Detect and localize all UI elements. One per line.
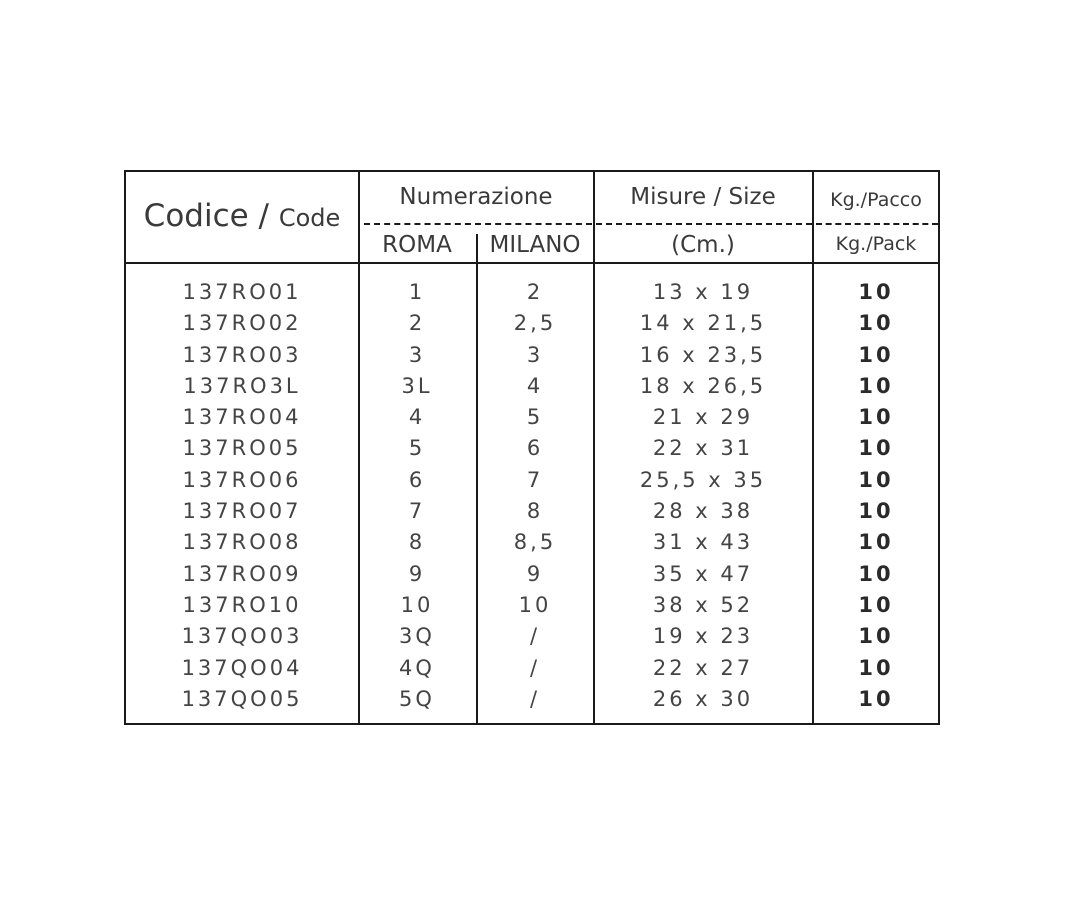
cell-milano: 8 bbox=[526, 499, 544, 524]
kg-dashed-line bbox=[816, 223, 938, 225]
cell-kg: 10 bbox=[858, 405, 894, 430]
header-code-sub: Code bbox=[278, 204, 341, 232]
header-cm: (Cm.) bbox=[671, 232, 735, 258]
cell-code: 137RO08 bbox=[182, 530, 302, 555]
cell-milano: 9 bbox=[526, 561, 544, 586]
cell-milano: / bbox=[529, 686, 541, 711]
cell-milano: 3 bbox=[526, 342, 544, 367]
cell-code: 137RO05 bbox=[182, 436, 302, 461]
cell-size: 14 x 21,5 bbox=[639, 311, 767, 336]
cell-milano: 4 bbox=[526, 373, 544, 398]
cell-code: 137RO09 bbox=[182, 561, 302, 586]
cell-kg: 10 bbox=[858, 655, 894, 680]
column-milano bbox=[476, 277, 594, 715]
cell-kg: 10 bbox=[858, 280, 894, 304]
cell-kg: 10 bbox=[858, 592, 894, 617]
header-milano: MILANO bbox=[489, 232, 581, 258]
misure-dashed-line bbox=[596, 223, 812, 225]
cell-milano: 7 bbox=[526, 467, 544, 492]
cell-roma: 6 bbox=[408, 467, 426, 492]
cell-code: 137RO03 bbox=[182, 342, 302, 367]
cell-code: 137QO03 bbox=[181, 624, 303, 649]
cell-roma: 9 bbox=[408, 561, 426, 586]
cell-milano: / bbox=[529, 624, 541, 649]
cell-size: 25,5 x 35 bbox=[639, 467, 767, 492]
cell-size: 22 x 27 bbox=[652, 655, 754, 680]
cell-size: 28 x 38 bbox=[652, 499, 754, 524]
cell-kg: 10 bbox=[858, 530, 894, 555]
header-code bbox=[126, 198, 358, 234]
cell-size: 26 x 30 bbox=[652, 686, 754, 711]
cell-size: 38 x 52 bbox=[652, 592, 754, 617]
cell-size: 22 x 31 bbox=[652, 436, 754, 461]
header-code-main: Codice / bbox=[143, 198, 269, 234]
cell-roma: 4 bbox=[408, 405, 426, 430]
header-misure: Misure / Size bbox=[630, 184, 776, 210]
cell-roma: 3 bbox=[408, 342, 426, 367]
cell-kg: 10 bbox=[858, 436, 894, 461]
cell-milano: 8,5 bbox=[513, 530, 557, 555]
cell-roma: 4Q bbox=[399, 655, 435, 680]
column-kg bbox=[812, 277, 940, 715]
cell-size: 19 x 23 bbox=[652, 624, 754, 649]
cell-roma: 3L bbox=[401, 373, 433, 398]
cell-code: 137RO07 bbox=[182, 499, 302, 524]
header-kg-pack: Kg./Pack bbox=[835, 233, 917, 255]
cell-kg: 10 bbox=[858, 499, 894, 524]
cell-size: 16 x 23,5 bbox=[639, 342, 767, 367]
column-roma bbox=[358, 277, 476, 715]
numerazione-dashed-line bbox=[364, 223, 592, 225]
cell-code: 137RO01 bbox=[182, 280, 302, 304]
cell-code: 137RO10 bbox=[182, 592, 302, 617]
cell-code: 137RO02 bbox=[182, 311, 302, 336]
cell-kg: 10 bbox=[858, 686, 894, 711]
header-roma: ROMA bbox=[382, 232, 452, 258]
cell-code: 137RO06 bbox=[182, 467, 302, 492]
cell-milano: 10 bbox=[518, 592, 552, 617]
cell-kg: 10 bbox=[858, 373, 894, 398]
cell-code: 137QO04 bbox=[181, 655, 303, 680]
cell-milano: 5 bbox=[526, 405, 544, 430]
cell-roma: 3Q bbox=[399, 624, 435, 649]
cell-kg: 10 bbox=[858, 467, 894, 492]
cell-roma: 8 bbox=[408, 530, 426, 555]
cell-kg: 10 bbox=[858, 561, 894, 586]
column-size bbox=[594, 277, 812, 715]
cell-size: 18 x 26,5 bbox=[639, 373, 767, 398]
cell-kg: 10 bbox=[858, 342, 894, 367]
cell-size: 13 x 19 bbox=[652, 280, 754, 304]
cell-milano: 2,5 bbox=[513, 311, 557, 336]
cell-size: 31 x 43 bbox=[652, 530, 754, 555]
cell-roma: 1 bbox=[408, 280, 426, 304]
cell-milano: 2 bbox=[526, 280, 544, 304]
cell-roma: 10 bbox=[400, 592, 434, 617]
cell-roma: 5 bbox=[408, 436, 426, 461]
header-kg-pacco: Kg./Pacco bbox=[830, 189, 922, 211]
header-numerazione: Numerazione bbox=[399, 184, 553, 210]
cell-kg: 10 bbox=[858, 311, 894, 336]
cell-roma: 2 bbox=[408, 311, 426, 336]
cell-code: 137QO05 bbox=[181, 686, 303, 711]
cell-size: 21 x 29 bbox=[652, 405, 754, 430]
cell-roma: 5Q bbox=[399, 686, 435, 711]
cell-kg: 10 bbox=[858, 624, 894, 649]
cell-code: 137RO04 bbox=[182, 405, 302, 430]
cell-roma: 7 bbox=[408, 499, 426, 524]
cell-milano: 6 bbox=[526, 436, 544, 461]
cell-size: 35 x 47 bbox=[652, 561, 754, 586]
column-code bbox=[126, 277, 358, 715]
cell-milano: / bbox=[529, 655, 541, 680]
cell-code: 137RO3L bbox=[183, 373, 301, 398]
header-divider bbox=[126, 262, 938, 264]
